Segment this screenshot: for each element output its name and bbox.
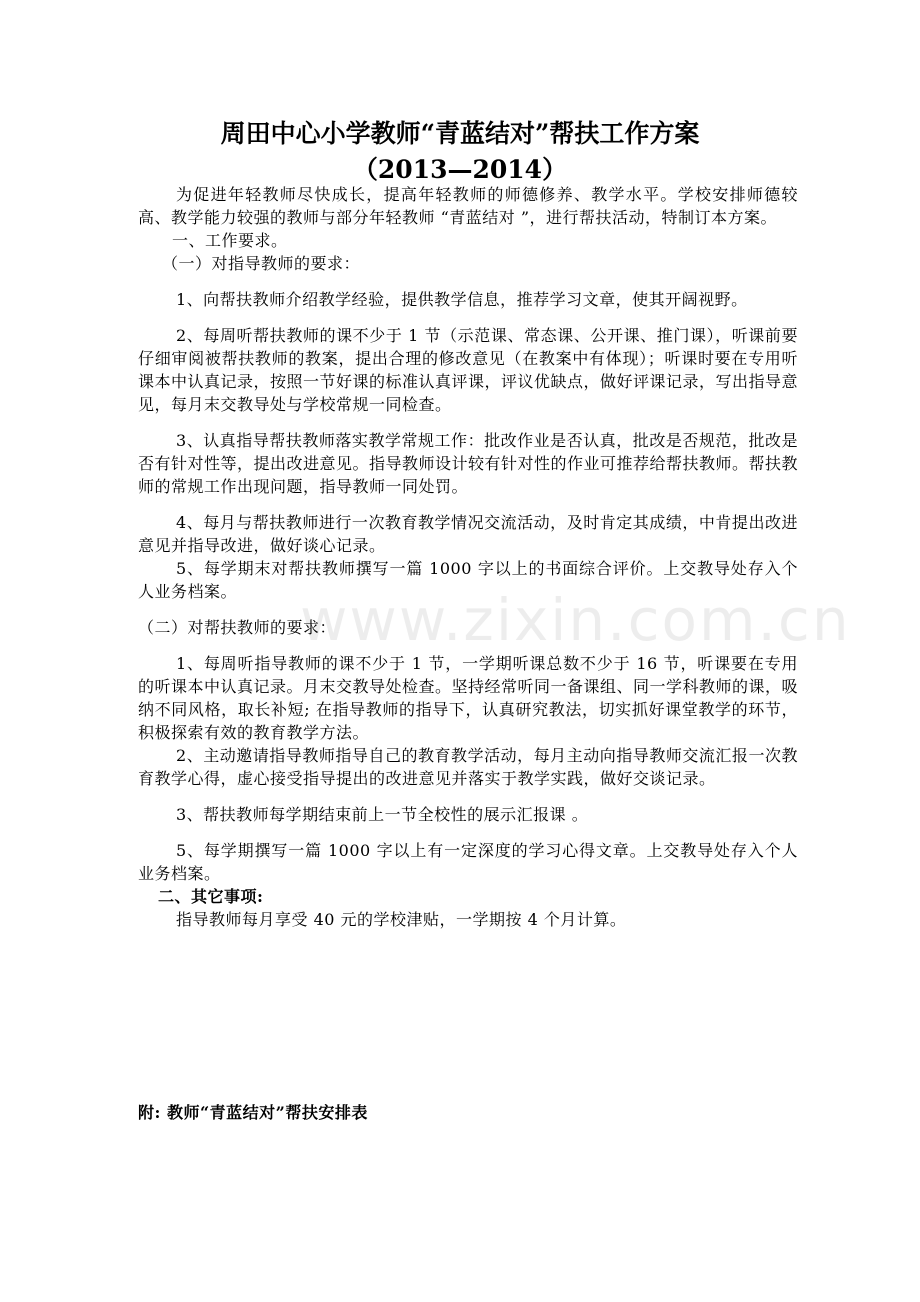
sub-2-heading: （二）对帮扶教师的要求： bbox=[138, 618, 337, 637]
sub1-item-2: 2、每周听帮扶教师的课不少于 1 节（示范课、常态课、公开课、推门课），听课前要仔细审阅被帮扶教师的教案，提出合理的修改意见（在教案中有体现）；听课时要在专用听课本中认真记录，按照一节好课的标准认真评课，评议优缺点，做好评课记录，写出指导意见，每月末交教导处与学校常规一同检查。 bbox=[138, 326, 799, 414]
section-2-text: 指导教师每月享受 40 元的学校津贴，一学期按 4 个月计算。 bbox=[176, 910, 627, 929]
section-1-heading: 一、工作要求。 bbox=[172, 231, 288, 250]
sub1-item-4: 4、每月与帮扶教师进行一次教育教学情况交流活动，及时肯定其成绩，中肯提出改进意见并指导改进，做好谈心记录。 bbox=[138, 513, 798, 555]
intro-paragraph: 为促进年轻教师尽快成长，提高年轻教师的师德修养、教学水平。学校安排师德较高、教学能力较强的教师与部分年轻教师 “青蓝结对 ”，进行帮扶活动，特制订本方案。 bbox=[138, 185, 798, 227]
appendix-heading: 附: 教师“青蓝结对”帮扶安排表 bbox=[138, 1103, 368, 1122]
sub2-item-1: 1、每周听指导教师的课不少于 1 节，一学期听课总数不少于 16 节，听课要在专用的听课本中认真记录。月末交教导处检查。坚持经常听同一备课组、同一学科教师的课，吸纳不同风格，取长补短; 在指导教师的指导下，认真研究教法，切实抓好课堂教学的环节，积极探索有效的教育教学方法。 bbox=[138, 654, 799, 742]
sub2-item-5: 5、每学期撰写一篇 1000 字以上有一定深度的学习心得文章。上交教导处存入个人业务档案。 bbox=[138, 841, 798, 883]
document-title: 周田中心小学教师“青蓝结对”帮扶工作方案 bbox=[220, 119, 700, 148]
sub1-item-1: 1、向帮扶教师介绍教学经验，提供教学信息，推荐学习文章，使其开阔视野。 bbox=[176, 290, 748, 309]
document-body bbox=[138, 183, 798, 931]
sub2-item-3: 3、帮扶教师每学期结束前上一节全校性的展示汇报课 。 bbox=[176, 805, 589, 824]
sub1-item-3: 3、认真指导帮扶教师落实教学常规工作：批改作业是否认真，批改是否规范，批改是否有针对性等，提出改进意见。指导教师设计较有针对性的作业可推荐给帮扶教师。帮扶教师的常规工作出现问题，指导教师一同处罚。 bbox=[138, 431, 799, 496]
document-year: （2013—2014） bbox=[352, 155, 568, 184]
section-2-heading: 二、其它事项: bbox=[158, 887, 264, 906]
watermark: www.zixin.com.cn bbox=[300, 586, 851, 654]
sub1-item-5: 5、每学期末对帮扶教师撰写一篇 1000 字以上的书面综合评价。上交教导处存入个人业务档案。 bbox=[138, 559, 798, 601]
sub-1-heading: （一）对指导教师的要求： bbox=[162, 254, 361, 273]
sub2-item-2: 2、主动邀请指导教师指导自己的教育教学活动，每月主动向指导教师交流汇报一次教育教学心得，虚心接受指导提出的改进意见并落实于教学实践，做好交谈记录。 bbox=[138, 746, 798, 788]
